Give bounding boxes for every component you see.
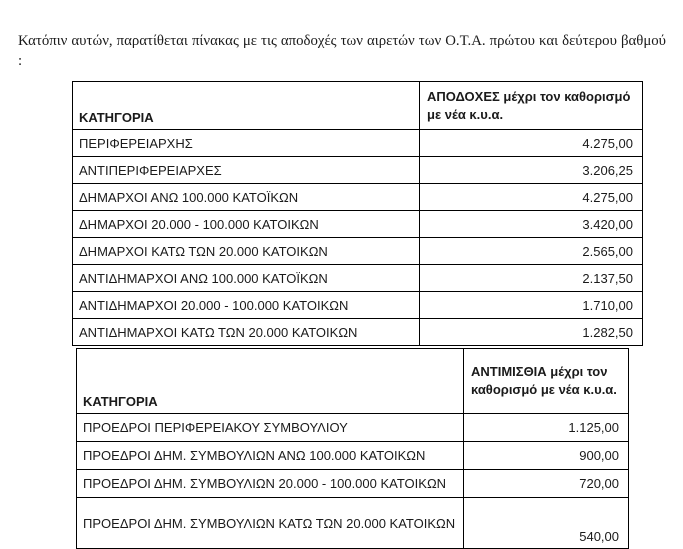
- category-cell: ΠΕΡΙΦΕΡΕΙΑΡΧΗΣ: [73, 130, 420, 157]
- table-row: [77, 470, 629, 498]
- category-header: ΚΑΤΗΓΟΡΙΑ: [77, 349, 464, 414]
- amount-cell: 2.137,50: [420, 265, 643, 292]
- table-row: [73, 238, 643, 265]
- amount-cell: 540,00: [464, 498, 629, 549]
- category-header: ΚΑΤΗΓΟΡΙΑ: [73, 82, 420, 130]
- category-cell: ΑΝΤΙΔΗΜΑΡΧΟΙ ΑΝΩ 100.000 ΚΑΤΟΪΚΩΝ: [73, 265, 420, 292]
- amount-cell: 4.275,00: [420, 184, 643, 211]
- table-row: [73, 211, 643, 238]
- amount-cell: 1.125,00: [464, 414, 629, 442]
- category-cell: ΔΗΜΑΡΧΟΙ 20.000 - 100.000 ΚΑΤΟΙΚΩΝ: [73, 211, 420, 238]
- table-row: [73, 265, 643, 292]
- amount-cell: 4.275,00: [420, 130, 643, 157]
- amount-header: ΑΝΤΙΜΙΣΘΙΑ μέχρι τον καθορισμό με νέα κ.υ.α.: [464, 349, 629, 414]
- table-header-row: [73, 82, 643, 130]
- category-cell: ΔΗΜΑΡΧΟΙ ΑΝΩ 100.000 ΚΑΤΟΪΚΩΝ: [73, 184, 420, 211]
- intro-paragraph: Κατόπιν αυτών, παρατίθεται πίνακας με τις αποδοχές των αιρετών των Ο.Τ.Α. πρώτου και δεύτερου βαθμού :: [18, 32, 666, 69]
- category-cell: ΠΡΟΕΔΡΟΙ ΔΗΜ. ΣΥΜΒΟΥΛΙΩΝ ΚΑΤΩ ΤΩΝ 20.000 ΚΑΤΟΙΚΩΝ: [77, 498, 464, 549]
- category-cell: ΔΗΜΑΡΧΟΙ ΚΑΤΩ ΤΩΝ 20.000 ΚΑΤΟΙΚΩΝ: [73, 238, 420, 265]
- table-row: [77, 442, 629, 470]
- category-cell: ΠΡΟΕΔΡΟΙ ΔΗΜ. ΣΥΜΒΟΥΛΙΩΝ 20.000 - 100.000 ΚΑΤΟΙΚΩΝ: [77, 470, 464, 498]
- table-header-row: [77, 349, 629, 414]
- table-row: [73, 184, 643, 211]
- category-cell: ΠΡΟΕΔΡΟΙ ΠΕΡΙΦΕΡΕΙΑΚΟΥ ΣΥΜΒΟΥΛΙΟΥ: [77, 414, 464, 442]
- category-cell: ΑΝΤΙΔΗΜΑΡΧΟΙ 20.000 - 100.000 ΚΑΤΟΙΚΩΝ: [73, 292, 420, 319]
- table-row: [77, 498, 629, 549]
- category-cell: ΠΡΟΕΔΡΟΙ ΔΗΜ. ΣΥΜΒΟΥΛΙΩΝ ΑΝΩ 100.000 ΚΑΤΟΙΚΩΝ: [77, 442, 464, 470]
- salaries-table: [72, 81, 643, 346]
- category-cell: ΑΝΤΙΔΗΜΑΡΧΟΙ ΚΑΤΩ ΤΩΝ 20.000 ΚΑΤΟΙΚΩΝ: [73, 319, 420, 346]
- allowances-table: [76, 348, 629, 549]
- table-row: [73, 130, 643, 157]
- amount-cell: 1.282,50: [420, 319, 643, 346]
- table-row: [77, 414, 629, 442]
- table-row: [73, 292, 643, 319]
- category-cell: ΑΝΤΙΠΕΡΙΦΕΡΕΙΑΡΧΕΣ: [73, 157, 420, 184]
- amount-cell: 3.206,25: [420, 157, 643, 184]
- table-row: [73, 157, 643, 184]
- amount-cell: 900,00: [464, 442, 629, 470]
- amount-cell: 720,00: [464, 470, 629, 498]
- amount-cell: 1.710,00: [420, 292, 643, 319]
- amount-header: ΑΠΟΔΟΧΕΣ μέχρι τον καθορισμό με νέα κ.υ.α.: [420, 82, 643, 130]
- amount-cell: 3.420,00: [420, 211, 643, 238]
- amount-cell: 2.565,00: [420, 238, 643, 265]
- table-row: [73, 319, 643, 346]
